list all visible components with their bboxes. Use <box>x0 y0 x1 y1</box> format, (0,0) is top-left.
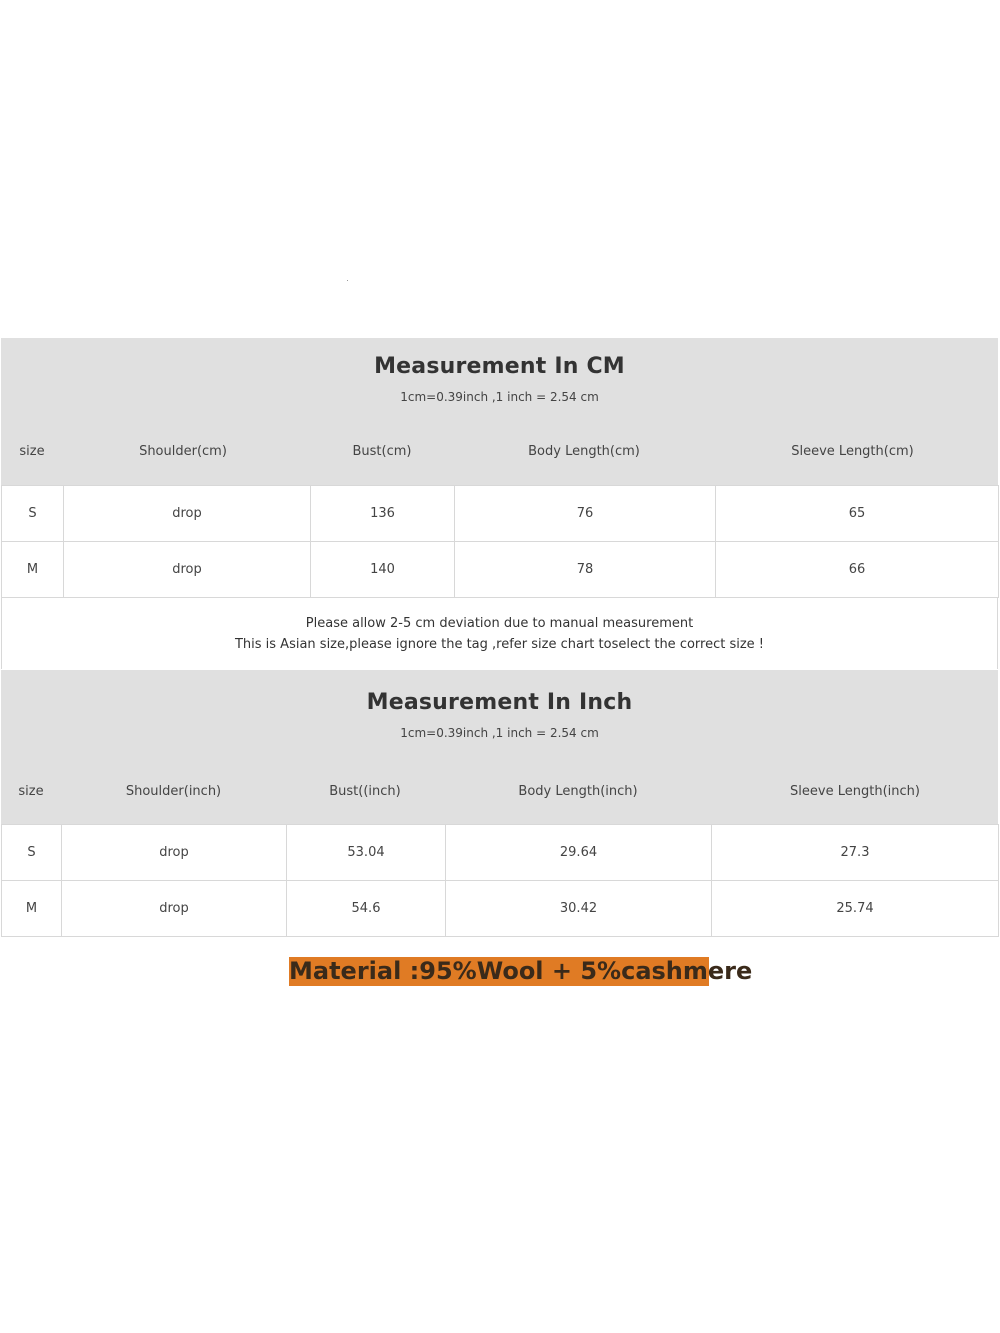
cm-cell-sleeve-length: 65 <box>716 486 999 542</box>
inch-header-size: size <box>18 784 44 799</box>
inch-header-block <box>1 670 998 824</box>
deviation-note: Please allow 2-5 cm deviation due to manual measurement <box>305 616 694 631</box>
cm-cell-body-length: 78 <box>455 542 716 598</box>
table-row <box>2 486 999 542</box>
cm-cell-bust: 140 <box>311 542 455 598</box>
inch-header-body-length: Body Length(inch) <box>518 784 638 799</box>
inch-title: Measurement In Inch <box>366 690 633 715</box>
asian-size-note: This is Asian size,please ignore the tag ,refer size chart toselect the correct size ! <box>234 637 765 652</box>
cm-header-block <box>1 338 998 485</box>
inch-cell-shoulder: drop <box>62 881 287 937</box>
cm-cell-shoulder: drop <box>64 542 311 598</box>
cm-title: Measurement In CM <box>374 354 625 379</box>
inch-data-table <box>1 824 999 937</box>
table-row <box>2 825 999 881</box>
cm-cell-sleeve-length: 66 <box>716 542 999 598</box>
cm-cell-bust: 136 <box>311 486 455 542</box>
inch-header-sleeve-length: Sleeve Length(inch) <box>790 784 920 799</box>
cm-header-size: size <box>19 444 45 459</box>
inch-cell-sleeve-length: 27.3 <box>712 825 999 881</box>
cm-data-table <box>1 485 999 598</box>
inch-conversion-note: 1cm=0.39inch ,1 inch = 2.54 cm <box>400 726 599 740</box>
cm-cell-size: M <box>2 542 64 598</box>
inch-column-headers <box>1 784 998 799</box>
cm-column-headers <box>1 444 998 459</box>
table-row <box>2 542 999 598</box>
inch-cell-bust: 53.04 <box>287 825 446 881</box>
inch-size-chart <box>1 670 998 937</box>
cm-header-bust: Bust(cm) <box>352 444 412 459</box>
cm-cell-size: S <box>2 486 64 542</box>
inch-cell-sleeve-length: 25.74 <box>712 881 999 937</box>
material-label: Material :95%Wool + 5%cashmere <box>289 957 753 985</box>
inch-header-shoulder: Shoulder(inch) <box>125 784 222 799</box>
stray-dot <box>347 280 348 281</box>
cm-cell-shoulder: drop <box>64 486 311 542</box>
cm-header-shoulder: Shoulder(cm) <box>139 444 227 459</box>
cm-cell-body-length: 76 <box>455 486 716 542</box>
cm-header-sleeve-length: Sleeve Length(cm) <box>791 444 914 459</box>
cm-header-body-length: Body Length(cm) <box>528 444 640 459</box>
inch-cell-body-length: 30.42 <box>446 881 712 937</box>
inch-cell-shoulder: drop <box>62 825 287 881</box>
cm-size-chart <box>1 338 998 669</box>
inch-cell-size: M <box>2 881 62 937</box>
cm-conversion-note: 1cm=0.39inch ,1 inch = 2.54 cm <box>400 390 599 404</box>
inch-cell-body-length: 29.64 <box>446 825 712 881</box>
inch-cell-size: S <box>2 825 62 881</box>
inch-cell-bust: 54.6 <box>287 881 446 937</box>
measurement-notes <box>1 598 998 669</box>
inch-header-bust: Bust((inch) <box>329 784 401 799</box>
table-row <box>2 881 999 937</box>
